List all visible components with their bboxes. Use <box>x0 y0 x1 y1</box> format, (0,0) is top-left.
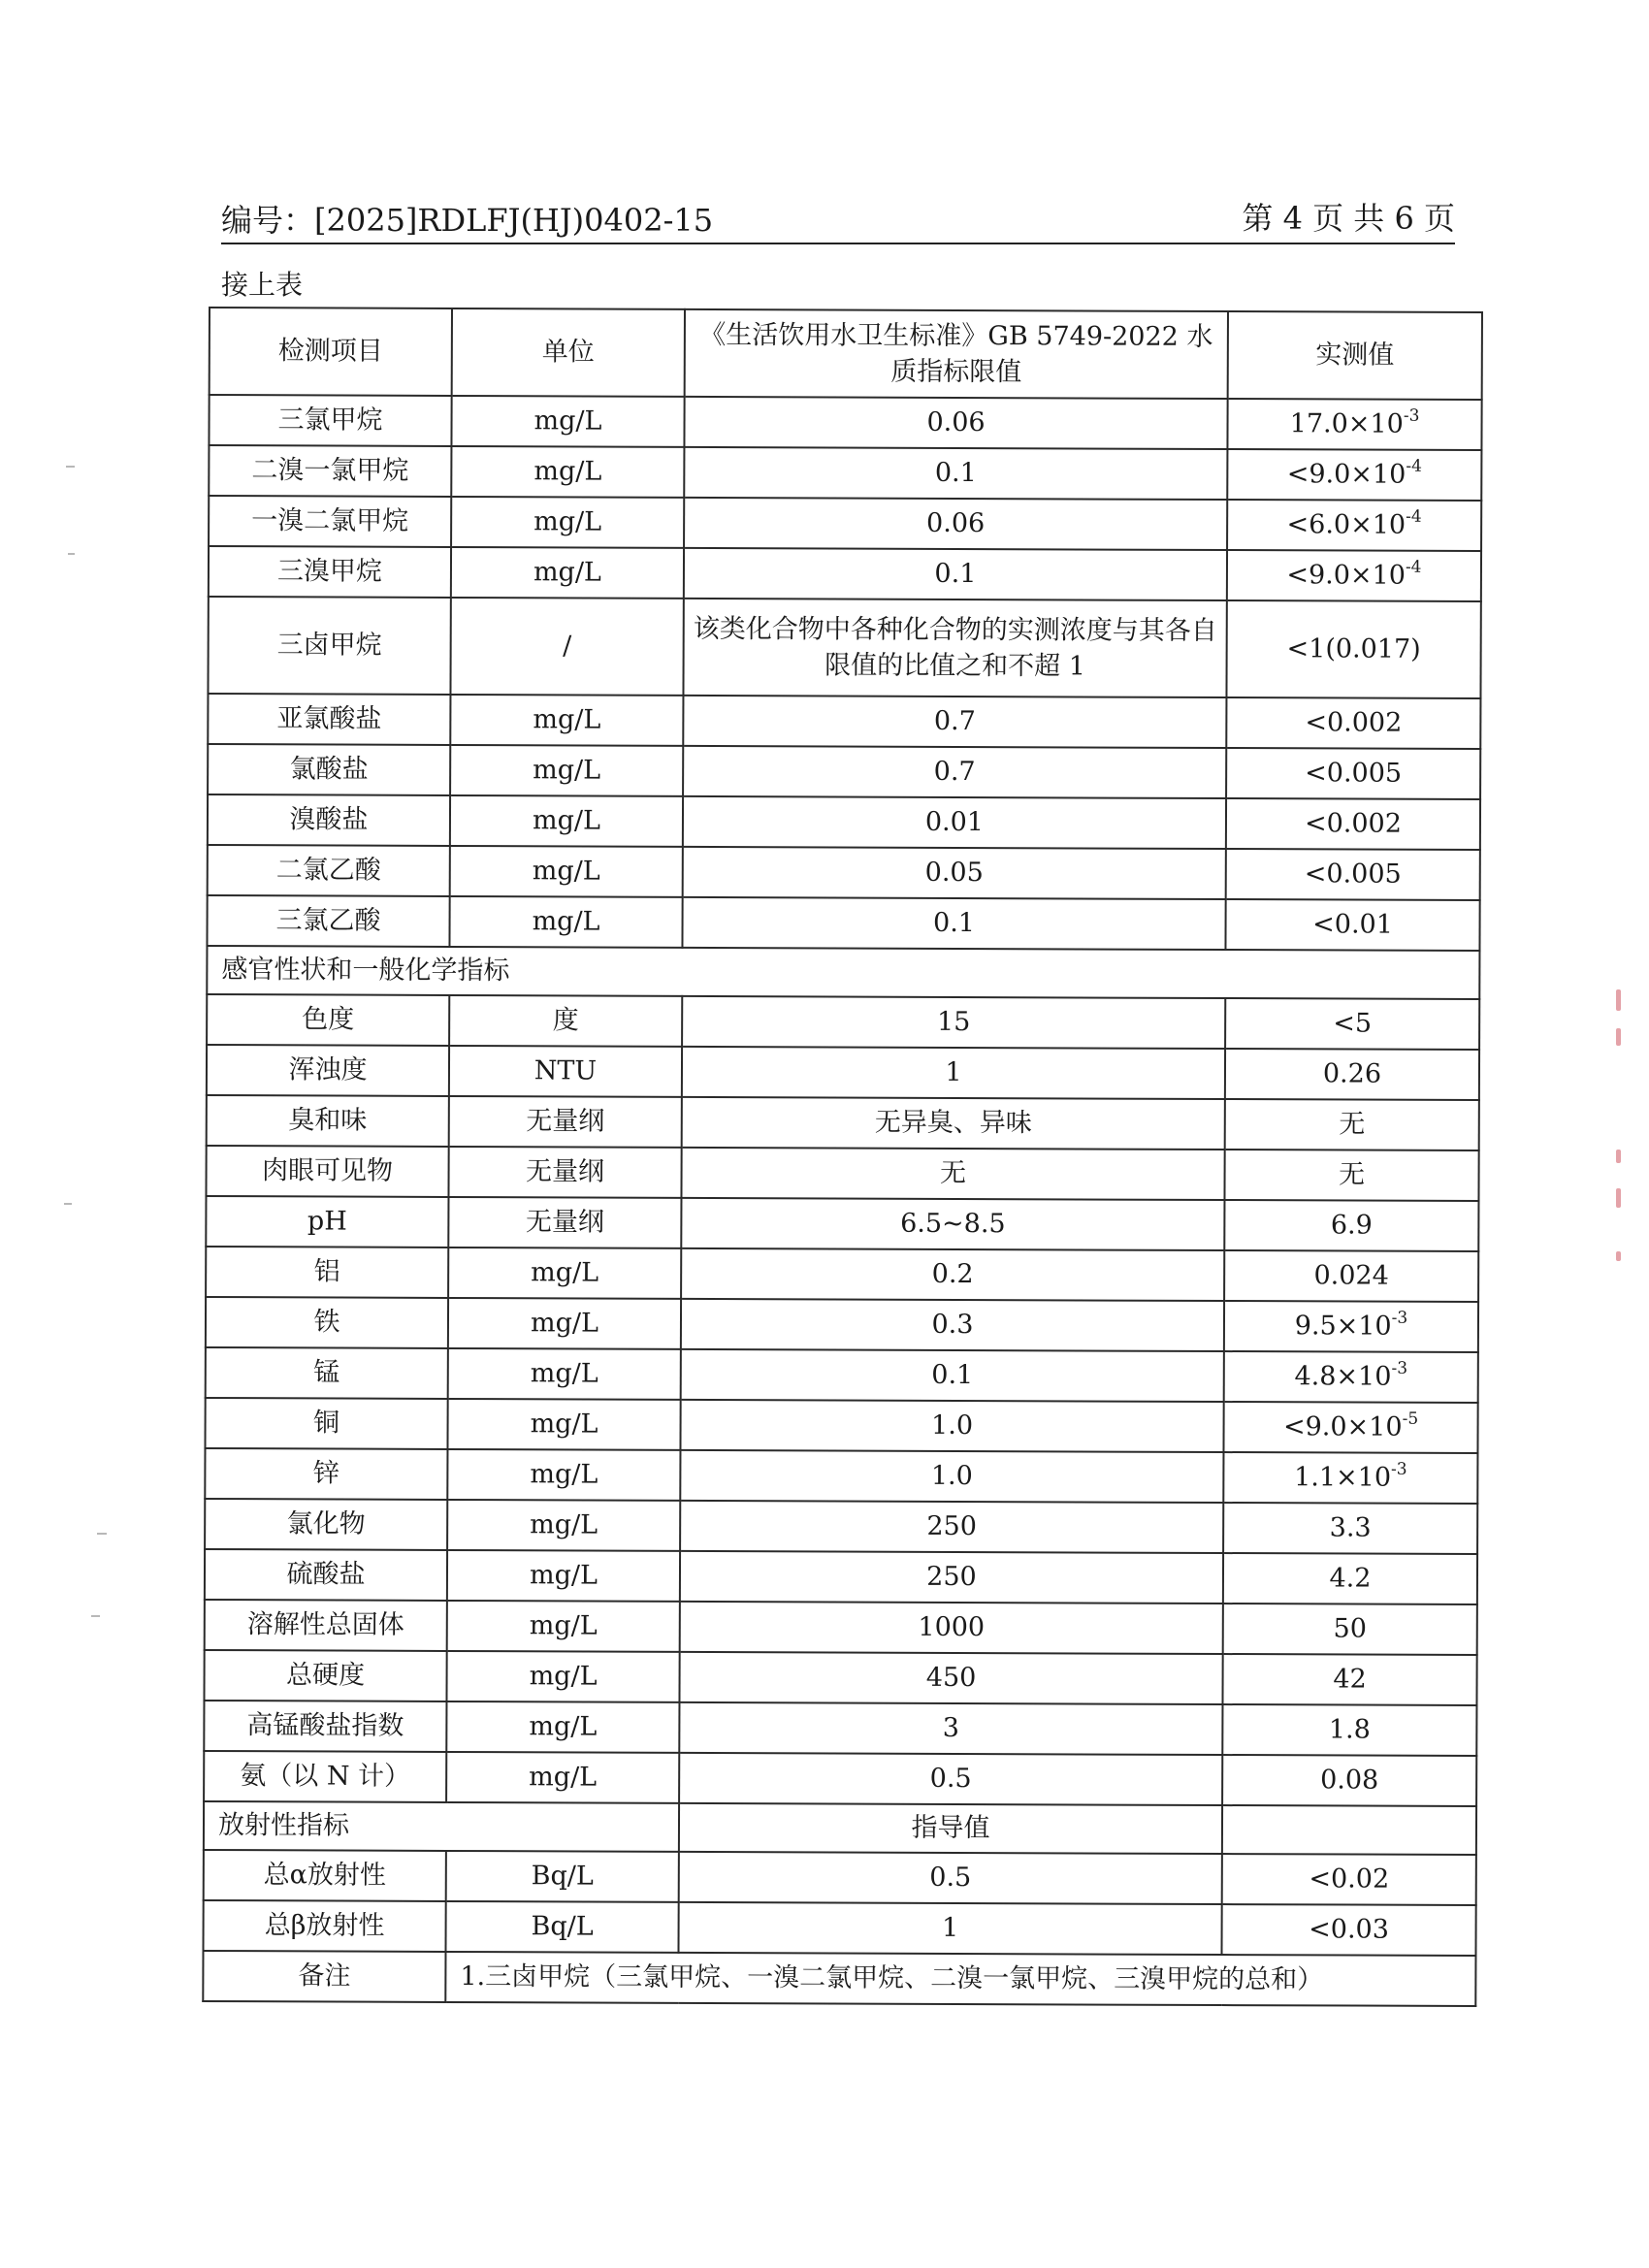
measured-cell <box>1227 500 1481 551</box>
scan-edge-mark <box>97 1533 107 1535</box>
measured-value: 0.08 <box>1320 1765 1379 1796</box>
measured-cell <box>1222 1755 1476 1806</box>
limit-cell: 该类化合物中各种化合物的实测浓度与其各自限值的比值之和不超 1 <box>683 599 1226 697</box>
item-cell: 总β放射性 <box>203 1900 445 1952</box>
measured-cell <box>1224 1150 1478 1201</box>
measured-value: <9.0×10 <box>1286 560 1406 591</box>
table-row <box>205 1398 1477 1453</box>
limit-cell: 0.1 <box>682 897 1225 950</box>
item-cell: 铜 <box>205 1398 447 1449</box>
unit-cell: NTU <box>449 1046 682 1097</box>
section-row-general <box>207 946 1479 999</box>
table-row <box>205 1600 1477 1655</box>
measured-value: 50 <box>1333 1613 1368 1644</box>
item-cell: 总α放射性 <box>204 1850 446 1901</box>
table-row <box>205 1448 1477 1504</box>
measured-value: <5 <box>1333 1008 1373 1039</box>
measured-cell <box>1225 1099 1479 1150</box>
measured-exponent: -5 <box>1402 1409 1419 1429</box>
limit-cell: 1 <box>682 1047 1225 1099</box>
table-row <box>209 395 1481 450</box>
table-row <box>206 1196 1478 1251</box>
col-header-item: 检测项目 <box>210 308 452 396</box>
measured-exponent: -3 <box>1391 1308 1408 1328</box>
col-header-limit: 《生活饮用水卫生标准》GB 5749-2022 水质指标限值 <box>685 309 1228 399</box>
unit-cell: mg/L <box>447 1399 680 1450</box>
limit-cell: 0.1 <box>684 548 1227 600</box>
measured-value: <1(0.017) <box>1286 633 1421 664</box>
unit-cell: mg/L <box>451 547 684 599</box>
item-cell: 氯酸盐 <box>208 744 450 795</box>
section-row-radio <box>204 1801 1476 1855</box>
table-row <box>207 1045 1479 1100</box>
measured-value: <0.002 <box>1305 707 1403 738</box>
measured-cell <box>1226 849 1480 900</box>
measured-value: 0.024 <box>1313 1260 1389 1291</box>
table-row <box>206 1247 1478 1302</box>
stamp-fragment <box>1616 1150 1621 1163</box>
item-cell: 氨（以 N 计） <box>204 1751 446 1802</box>
stamp-fragment <box>1616 1251 1621 1261</box>
measured-value: 4.8×10 <box>1294 1361 1392 1392</box>
measured-cell <box>1222 1704 1476 1756</box>
test-results-table <box>202 307 1483 2007</box>
measured-cell <box>1223 1604 1477 1655</box>
unit-cell: mg/L <box>450 795 683 847</box>
item-cell: 硫酸盐 <box>205 1549 447 1601</box>
item-cell: 溶解性总固体 <box>205 1600 447 1651</box>
limit-cell: 450 <box>679 1652 1222 1704</box>
item-cell: 氯化物 <box>205 1499 447 1550</box>
section-title-radio: 放射性指标 <box>204 1801 679 1852</box>
measured-cell <box>1226 697 1480 749</box>
item-cell: 二溴一氯甲烷 <box>209 445 451 497</box>
item-cell: 三氯乙酸 <box>207 895 449 947</box>
item-cell: 总硬度 <box>204 1650 446 1701</box>
measured-value: 1.1×10 <box>1294 1462 1392 1493</box>
page-number: 第 4 页 共 6 页 <box>1242 200 1455 237</box>
measured-cell <box>1226 798 1480 850</box>
section-guide-value: 指导值 <box>679 1803 1222 1854</box>
unit-cell: mg/L <box>451 396 684 447</box>
page-header <box>221 194 1455 244</box>
limit-cell: 0.3 <box>681 1299 1224 1351</box>
unit-cell: mg/L <box>448 1348 681 1400</box>
unit-cell: mg/L <box>451 446 684 498</box>
unit-cell: 无量纲 <box>448 1197 681 1248</box>
scan-edge-mark <box>68 553 75 555</box>
section-empty-cell <box>1222 1805 1476 1855</box>
measured-cell <box>1221 1904 1475 1956</box>
limit-cell: 0.05 <box>683 847 1226 899</box>
limit-cell: 0.5 <box>679 1852 1222 1904</box>
item-cell: 一溴二氯甲烷 <box>209 496 451 547</box>
item-cell: 锌 <box>205 1448 447 1500</box>
measured-cell <box>1223 1452 1477 1504</box>
measured-cell <box>1222 1654 1476 1705</box>
measured-exponent: -4 <box>1406 456 1422 476</box>
scan-edge-mark <box>66 466 75 468</box>
measured-cell <box>1224 1250 1478 1302</box>
item-cell: 高锰酸盐指数 <box>204 1701 446 1752</box>
stamp-fragment <box>1616 1188 1621 1208</box>
continued-label: 接上表 <box>221 269 304 301</box>
unit-cell: mg/L <box>450 745 683 796</box>
unit-cell: mg/L <box>448 1298 681 1349</box>
measured-value: 无 <box>1339 1109 1366 1140</box>
unit-cell: 度 <box>449 995 682 1047</box>
table-row <box>207 895 1479 951</box>
measured-exponent: -4 <box>1406 506 1422 527</box>
table-row <box>206 1146 1478 1201</box>
table-row <box>209 546 1481 601</box>
unit-cell: mg/L <box>450 695 683 746</box>
measured-value: 6.9 <box>1330 1210 1373 1241</box>
table-row <box>209 445 1481 501</box>
table-row <box>204 1850 1476 1905</box>
table-row <box>209 496 1481 551</box>
measured-value: 4.2 <box>1329 1563 1372 1594</box>
item-cell: 铝 <box>206 1247 448 1298</box>
table-row <box>204 1650 1476 1705</box>
unit-cell: 无量纲 <box>449 1096 682 1148</box>
measured-cell <box>1222 1854 1476 1905</box>
unit-cell: mg/L <box>449 896 682 948</box>
limit-cell: 15 <box>682 996 1225 1049</box>
measured-value: 无 <box>1339 1159 1366 1190</box>
limit-cell: 无 <box>681 1148 1224 1200</box>
table-row <box>205 1549 1477 1604</box>
limit-cell: 0.7 <box>683 696 1226 748</box>
measured-value: <0.02 <box>1309 1863 1390 1895</box>
table-row <box>208 597 1480 698</box>
measured-value: <0.03 <box>1309 1914 1390 1945</box>
item-cell: 溴酸盐 <box>208 794 450 846</box>
measured-value: <0.005 <box>1304 859 1402 890</box>
table-row <box>205 1499 1477 1554</box>
unit-cell: mg/L <box>448 1247 681 1299</box>
unit-cell: mg/L <box>447 1500 680 1551</box>
measured-exponent: -3 <box>1391 1459 1407 1479</box>
remarks-text: 1.三卤甲烷（三氯甲烷、一溴二氯甲烷、二溴一氯甲烷、三溴甲烷的总和） <box>445 1952 1475 2006</box>
table-header-row <box>210 308 1482 400</box>
unit-cell: mg/L <box>446 1752 679 1803</box>
limit-cell: 6.5~8.5 <box>681 1198 1224 1250</box>
measured-value: 0.26 <box>1322 1058 1382 1089</box>
limit-cell: 0.1 <box>684 447 1227 500</box>
measured-cell <box>1226 748 1480 799</box>
limit-cell: 0.7 <box>683 746 1226 798</box>
limit-cell: 1000 <box>680 1602 1223 1654</box>
table-row <box>203 1900 1475 1956</box>
unit-cell: mg/L <box>447 1449 680 1501</box>
measured-value: 9.5×10 <box>1294 1311 1392 1342</box>
item-cell: 臭和味 <box>207 1095 449 1147</box>
measured-exponent: -3 <box>1391 1358 1408 1378</box>
item-cell: 锰 <box>206 1347 448 1399</box>
measured-value: <0.002 <box>1304 808 1402 839</box>
limit-cell: 0.5 <box>679 1753 1222 1805</box>
unit-cell: mg/L <box>451 497 684 548</box>
limit-cell: 0.01 <box>683 796 1226 849</box>
table-row <box>208 744 1480 799</box>
measured-cell <box>1224 1200 1478 1251</box>
item-cell: 三溴甲烷 <box>209 546 451 598</box>
table-row <box>204 1751 1476 1806</box>
measured-cell <box>1224 1351 1478 1403</box>
measured-value: 1.8 <box>1328 1714 1371 1745</box>
remarks-row <box>203 1951 1475 2006</box>
measured-cell <box>1225 998 1479 1050</box>
item-cell: 三氯甲烷 <box>209 395 451 446</box>
limit-cell: 0.1 <box>681 1349 1224 1402</box>
stamp-fragment <box>1616 1028 1621 1046</box>
section-title-general: 感官性状和一般化学指标 <box>207 946 1479 999</box>
limit-cell: 0.06 <box>684 397 1227 449</box>
measured-cell <box>1225 899 1479 951</box>
measured-cell <box>1227 550 1481 601</box>
table-row <box>206 1347 1478 1403</box>
item-cell: 三卤甲烷 <box>208 597 450 695</box>
stamp-fragment <box>1616 989 1621 1011</box>
measured-cell <box>1225 1049 1479 1100</box>
col-header-unit: 单位 <box>452 308 685 397</box>
measured-cell <box>1226 600 1480 698</box>
unit-cell: Bq/L <box>445 1901 678 1953</box>
unit-cell: Bq/L <box>446 1851 679 1902</box>
item-cell: 铁 <box>206 1297 448 1348</box>
measured-exponent: -4 <box>1405 557 1422 577</box>
limit-cell: 1.0 <box>680 1450 1223 1503</box>
measured-value: 42 <box>1333 1664 1367 1695</box>
table-row <box>204 1701 1476 1756</box>
measured-cell <box>1224 1301 1478 1352</box>
measured-value: 3.3 <box>1329 1512 1372 1543</box>
limit-cell: 250 <box>680 1501 1223 1553</box>
measured-value: <0.005 <box>1305 758 1403 789</box>
scan-edge-mark <box>91 1615 100 1617</box>
measured-cell <box>1227 449 1481 501</box>
col-header-measured: 实测值 <box>1228 311 1482 400</box>
unit-cell: mg/L <box>446 1701 679 1753</box>
doc-number: 编号：[2025]RDLFJ(HJ)0402-15 <box>221 202 714 239</box>
measured-value: <0.01 <box>1312 909 1393 940</box>
measured-cell <box>1223 1553 1477 1604</box>
table-row <box>207 1095 1479 1150</box>
item-cell: 色度 <box>207 994 449 1046</box>
unit-cell: mg/L <box>447 1550 680 1602</box>
remarks-label: 备注 <box>203 1951 445 2002</box>
scan-edge-mark <box>64 1203 72 1205</box>
table-row <box>208 694 1480 749</box>
item-cell: 浑浊度 <box>207 1045 449 1096</box>
measured-value: 17.0×10 <box>1289 408 1404 439</box>
measured-value: <9.0×10 <box>1286 459 1406 490</box>
limit-cell: 无异臭、异味 <box>682 1097 1225 1150</box>
limit-cell: 3 <box>679 1702 1222 1755</box>
unit-cell: mg/L <box>446 1651 679 1702</box>
measured-value: <6.0×10 <box>1286 509 1406 540</box>
limit-cell: 250 <box>680 1551 1223 1604</box>
measured-value: <9.0×10 <box>1282 1411 1403 1442</box>
item-cell: 亚氯酸盐 <box>208 694 450 745</box>
item-cell: pH <box>206 1196 448 1247</box>
unit-cell: mg/L <box>447 1601 680 1652</box>
unit-cell: mg/L <box>450 846 683 897</box>
limit-cell: 1.0 <box>680 1400 1223 1452</box>
table-row <box>206 1297 1478 1352</box>
limit-cell: 1 <box>678 1902 1221 1955</box>
limit-cell: 0.06 <box>684 498 1227 550</box>
measured-exponent: -3 <box>1403 405 1420 426</box>
table-row <box>208 794 1480 850</box>
unit-cell: / <box>450 598 683 696</box>
measured-cell <box>1223 1402 1477 1453</box>
limit-cell: 0.2 <box>681 1248 1224 1301</box>
table-row <box>208 845 1480 900</box>
unit-cell: 无量纲 <box>448 1147 681 1198</box>
measured-cell <box>1227 399 1481 450</box>
measured-cell <box>1223 1503 1477 1554</box>
item-cell: 肉眼可见物 <box>206 1146 448 1197</box>
table-row <box>207 994 1479 1050</box>
item-cell: 二氯乙酸 <box>208 845 450 896</box>
